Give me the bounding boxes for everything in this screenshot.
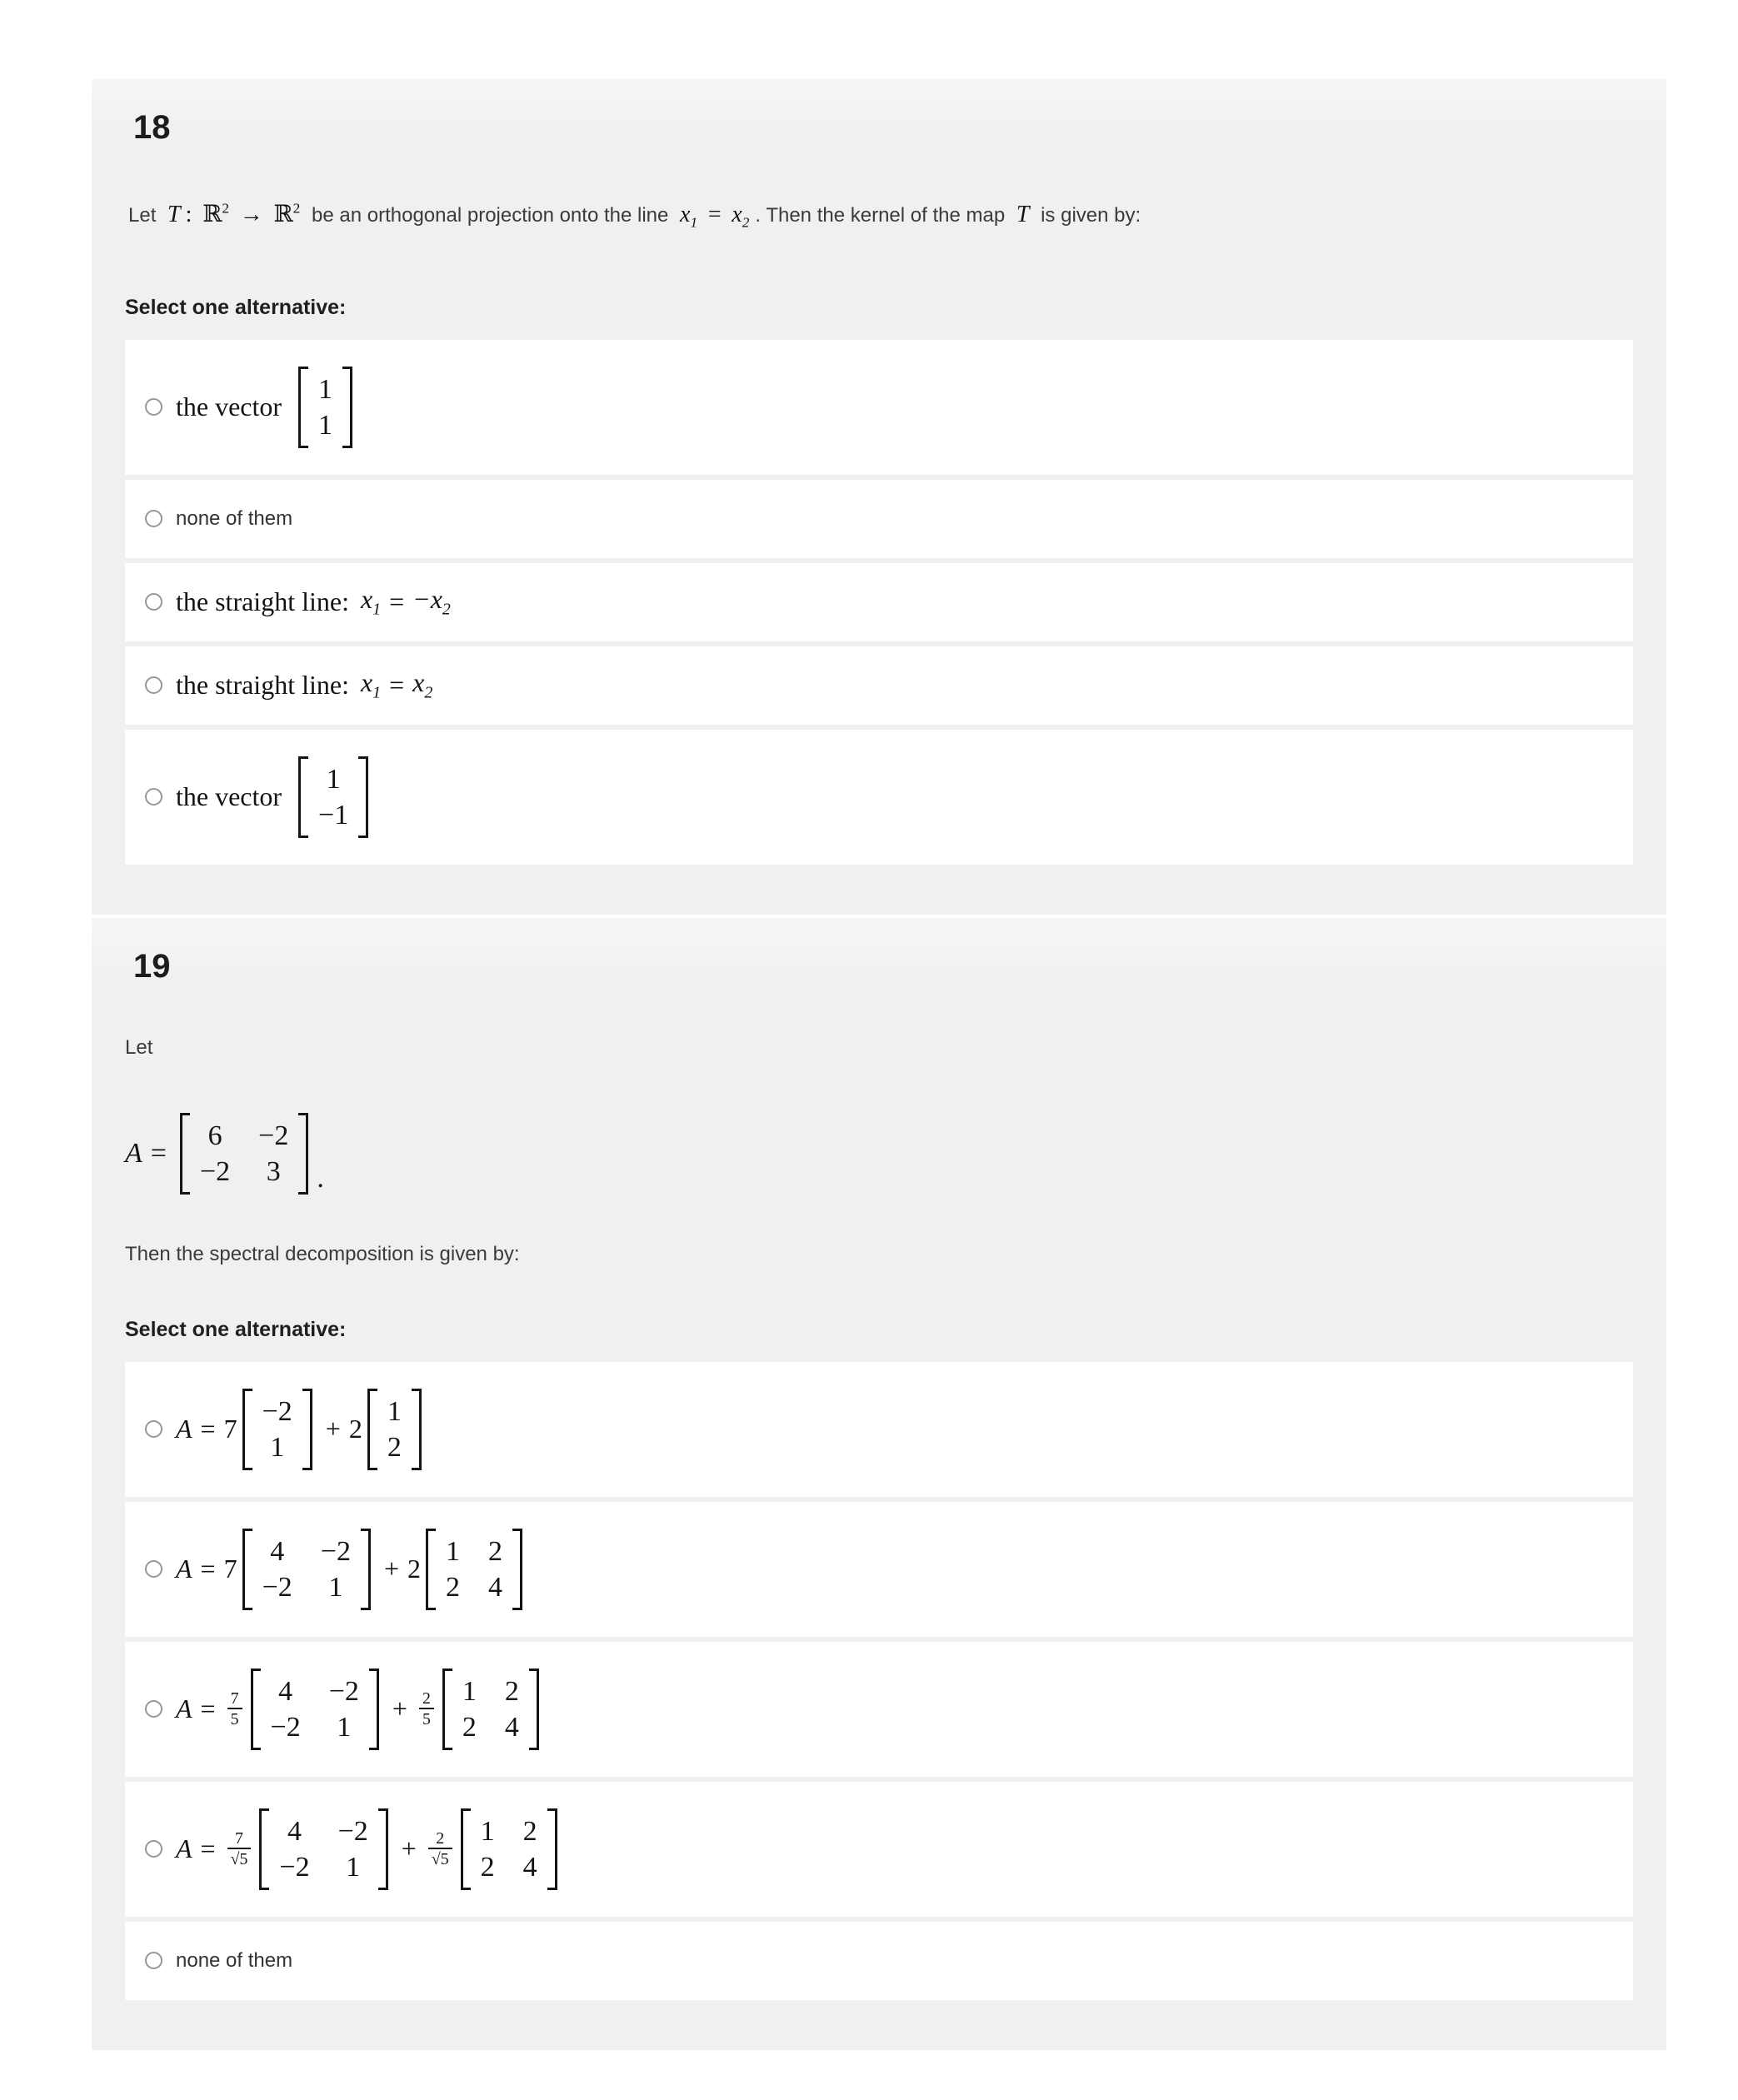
math-x: x bbox=[680, 202, 691, 227]
bracket-right bbox=[302, 1389, 312, 1470]
fraction-numerator: 7 bbox=[235, 1828, 243, 1848]
math-x: x bbox=[360, 584, 373, 615]
bracket-left bbox=[461, 1808, 471, 1890]
matrix-cell: 4 bbox=[270, 1535, 285, 1567]
bracket-left bbox=[442, 1669, 452, 1750]
option-row[interactable] bbox=[125, 340, 1633, 475]
math-coefficient: 7 bbox=[223, 1554, 237, 1584]
math-fraction bbox=[419, 1689, 434, 1730]
vector-cell: −1 bbox=[318, 799, 349, 831]
option-math bbox=[176, 756, 373, 838]
matrix-2x2 bbox=[426, 1529, 522, 1610]
option-label: the vector bbox=[176, 392, 282, 422]
math-A: A bbox=[176, 1833, 192, 1864]
math-x1 bbox=[680, 202, 698, 231]
option-row[interactable] bbox=[125, 730, 1633, 865]
math-plus: + bbox=[325, 1414, 341, 1444]
bracket-right bbox=[342, 367, 352, 448]
matrix-cell: 1 bbox=[462, 1675, 477, 1707]
math-R: ℝ bbox=[273, 202, 293, 227]
vector-cell: 1 bbox=[326, 763, 341, 795]
radio-button[interactable] bbox=[145, 1420, 162, 1438]
math-x2 bbox=[412, 667, 432, 702]
matrix-cell: −2 bbox=[279, 1851, 310, 1883]
fraction-denominator: 5 bbox=[419, 1708, 434, 1729]
radio-button[interactable] bbox=[145, 1840, 162, 1858]
matrix-cell: −2 bbox=[262, 1571, 292, 1603]
math-equals: = bbox=[150, 1137, 167, 1169]
fraction-denominator: 5 bbox=[227, 1708, 242, 1729]
matrix-cell: −2 bbox=[328, 1675, 359, 1707]
math-equals: = bbox=[200, 1554, 216, 1584]
matrix-cell: 2 bbox=[504, 1675, 519, 1707]
matrix-2x2 bbox=[259, 1808, 387, 1890]
math-A: A bbox=[176, 1414, 192, 1444]
matrix-cell: 1 bbox=[337, 1711, 352, 1743]
math-period: . bbox=[317, 1162, 324, 1194]
math-sub: 2 bbox=[424, 683, 433, 702]
bracket-right bbox=[529, 1669, 539, 1750]
radio-button[interactable] bbox=[145, 1560, 162, 1578]
math-x1 bbox=[361, 667, 381, 702]
option-math bbox=[176, 367, 357, 448]
vector-cell: −2 bbox=[262, 1395, 292, 1427]
text-segment: . Then the kernel of the map bbox=[755, 204, 1006, 227]
math-equals: = bbox=[707, 202, 722, 227]
matrix-cell: −2 bbox=[337, 1815, 368, 1847]
math-R2-codomain bbox=[273, 202, 300, 227]
math-T: T bbox=[167, 202, 181, 227]
math-sub: 2 bbox=[442, 600, 451, 619]
math-plus: + bbox=[383, 1554, 400, 1584]
radio-button[interactable] bbox=[145, 788, 162, 806]
radio-button[interactable] bbox=[145, 593, 162, 611]
math-equals: = bbox=[389, 586, 405, 617]
bracket-left bbox=[242, 1389, 252, 1470]
option-math bbox=[176, 1808, 562, 1890]
matrix-cell: 4 bbox=[504, 1711, 519, 1743]
option-row[interactable] bbox=[125, 1782, 1633, 1917]
math-sup: 2 bbox=[292, 200, 301, 217]
matrix-cell: 1 bbox=[480, 1815, 495, 1847]
math-equals: = bbox=[389, 670, 405, 701]
option-label: the straight line: bbox=[176, 586, 349, 617]
option-math bbox=[176, 1529, 527, 1610]
matrix-cell: −2 bbox=[320, 1535, 351, 1567]
bracket-left bbox=[180, 1113, 190, 1195]
vector-cell: 2 bbox=[387, 1431, 402, 1463]
math-equals: = bbox=[200, 1414, 216, 1444]
option-math bbox=[176, 667, 432, 702]
matrix-cell: 6 bbox=[207, 1120, 222, 1151]
bracket-left bbox=[298, 756, 308, 838]
question-18-text bbox=[125, 197, 1633, 234]
matrix-cell: 4 bbox=[287, 1815, 302, 1847]
option-row[interactable] bbox=[125, 1642, 1633, 1777]
matrix-A bbox=[180, 1113, 308, 1195]
option-row[interactable] bbox=[125, 1922, 1633, 2000]
math-arrow: → bbox=[239, 202, 263, 227]
matrix-cell: 2 bbox=[488, 1535, 503, 1567]
math-equals: = bbox=[200, 1693, 216, 1724]
option-row[interactable] bbox=[125, 1502, 1633, 1637]
text-segment: be an orthogonal projection onto the line bbox=[312, 204, 669, 227]
question-19-prompt: Then the spectral decomposition is given by: bbox=[125, 1242, 520, 1265]
column-vector bbox=[298, 756, 368, 838]
bracket-right bbox=[547, 1808, 557, 1890]
matrix-cell: −2 bbox=[270, 1711, 301, 1743]
select-one-label: Select one alternative: bbox=[125, 1317, 347, 1341]
math-plus: + bbox=[392, 1693, 407, 1724]
math-R: ℝ bbox=[202, 202, 222, 227]
math-equals: = bbox=[200, 1833, 216, 1864]
matrix-cell: −2 bbox=[258, 1120, 289, 1151]
bracket-right bbox=[512, 1529, 522, 1610]
matrix-cell: 1 bbox=[346, 1851, 361, 1883]
matrix-2x2 bbox=[242, 1529, 371, 1610]
math-fraction bbox=[428, 1829, 452, 1870]
column-vector bbox=[242, 1389, 312, 1470]
math-coefficient: 7 bbox=[223, 1414, 237, 1444]
math-x2 bbox=[412, 584, 451, 619]
radio-button[interactable] bbox=[145, 676, 162, 694]
math-x: x bbox=[360, 667, 373, 698]
option-row[interactable] bbox=[125, 1362, 1633, 1497]
select-one-label: Select one alternative: bbox=[125, 295, 347, 319]
text-segment: Let bbox=[128, 204, 157, 227]
column-vector bbox=[367, 1389, 422, 1470]
bracket-left bbox=[298, 367, 308, 448]
math-sub: 1 bbox=[690, 214, 698, 231]
math-x: −x bbox=[412, 584, 442, 615]
matrix-cell: 1 bbox=[328, 1571, 343, 1603]
radio-button[interactable] bbox=[145, 1700, 162, 1718]
bracket-right bbox=[369, 1669, 379, 1750]
math-sub: 1 bbox=[372, 683, 382, 702]
math-coefficient: 2 bbox=[348, 1414, 362, 1444]
bracket-right bbox=[298, 1113, 308, 1195]
fraction-numerator: 7 bbox=[230, 1688, 239, 1708]
matrix-cell: 4 bbox=[522, 1851, 537, 1883]
question-18-number: 18 bbox=[133, 109, 171, 146]
fraction-denominator: √5 bbox=[428, 1848, 452, 1869]
math-plus: + bbox=[401, 1833, 417, 1864]
fraction-numerator: 2 bbox=[422, 1688, 431, 1708]
bracket-left bbox=[259, 1808, 269, 1890]
math-A: A bbox=[125, 1137, 142, 1169]
matrix-cell: 2 bbox=[462, 1711, 477, 1743]
option-row[interactable] bbox=[125, 480, 1633, 558]
vector-cell: 1 bbox=[270, 1431, 285, 1463]
matrix-cell: 1 bbox=[446, 1535, 461, 1567]
math-sup: 2 bbox=[222, 200, 230, 217]
question-18-panel bbox=[92, 79, 1666, 915]
bracket-left bbox=[367, 1389, 377, 1470]
matrix-cell: 2 bbox=[522, 1815, 537, 1847]
math-x: x bbox=[412, 667, 425, 698]
radio-button[interactable] bbox=[145, 510, 162, 527]
matrix-cell: 4 bbox=[278, 1675, 293, 1707]
option-label: the straight line: bbox=[176, 670, 349, 701]
option-math bbox=[176, 584, 451, 619]
math-T: T bbox=[1016, 202, 1030, 227]
matrix-cell: 2 bbox=[446, 1571, 461, 1603]
option-row[interactable] bbox=[125, 563, 1633, 641]
math-x: x bbox=[732, 202, 742, 227]
matrix-2x2 bbox=[251, 1669, 379, 1750]
vector-cell: 1 bbox=[387, 1395, 402, 1427]
option-label: the vector bbox=[176, 781, 282, 812]
math-colon: : bbox=[185, 202, 192, 227]
option-math bbox=[176, 1389, 427, 1470]
bracket-right bbox=[361, 1529, 371, 1610]
text-segment: is given by: bbox=[1041, 204, 1141, 227]
matrix-cell: −2 bbox=[199, 1155, 231, 1187]
option-math bbox=[176, 1669, 544, 1750]
question-19-number: 19 bbox=[133, 947, 171, 985]
math-A: A bbox=[176, 1693, 192, 1724]
matrix-cell: 3 bbox=[266, 1155, 281, 1187]
vector-cell: 1 bbox=[318, 373, 333, 405]
exam-content bbox=[0, 79, 1738, 2050]
matrix-A-equation bbox=[125, 1113, 1633, 1195]
math-sub: 2 bbox=[742, 214, 750, 231]
bracket-right bbox=[358, 756, 368, 838]
math-R2-domain bbox=[202, 202, 229, 227]
math-A: A bbox=[176, 1554, 192, 1584]
math-x1 bbox=[361, 584, 381, 619]
option-label: none of them bbox=[176, 1948, 293, 1972]
question-19-let: Let bbox=[125, 1035, 153, 1059]
math-coefficient: 2 bbox=[407, 1554, 422, 1584]
bracket-right bbox=[412, 1389, 422, 1470]
radio-button[interactable] bbox=[145, 1952, 162, 1969]
radio-button[interactable] bbox=[145, 398, 162, 416]
bracket-left bbox=[426, 1529, 436, 1610]
math-fraction bbox=[227, 1689, 242, 1730]
vector-cell: 1 bbox=[318, 409, 333, 441]
question-19-panel bbox=[92, 918, 1666, 2050]
option-row[interactable] bbox=[125, 646, 1633, 725]
option-label: none of them bbox=[176, 506, 293, 530]
fraction-denominator: √5 bbox=[227, 1848, 252, 1869]
math-x2 bbox=[732, 202, 750, 231]
q18-options bbox=[125, 340, 1633, 865]
matrix-2x2 bbox=[461, 1808, 557, 1890]
math-sub: 1 bbox=[372, 600, 382, 619]
matrix-cell: 2 bbox=[480, 1851, 495, 1883]
math-fraction bbox=[227, 1829, 252, 1870]
matrix-2x2 bbox=[442, 1669, 539, 1750]
bracket-right bbox=[378, 1808, 388, 1890]
fraction-numerator: 2 bbox=[436, 1828, 445, 1848]
bracket-left bbox=[251, 1669, 261, 1750]
bracket-left bbox=[242, 1529, 252, 1610]
column-vector bbox=[298, 367, 352, 448]
q19-options bbox=[125, 1362, 1633, 2000]
matrix-cell: 4 bbox=[488, 1571, 503, 1603]
